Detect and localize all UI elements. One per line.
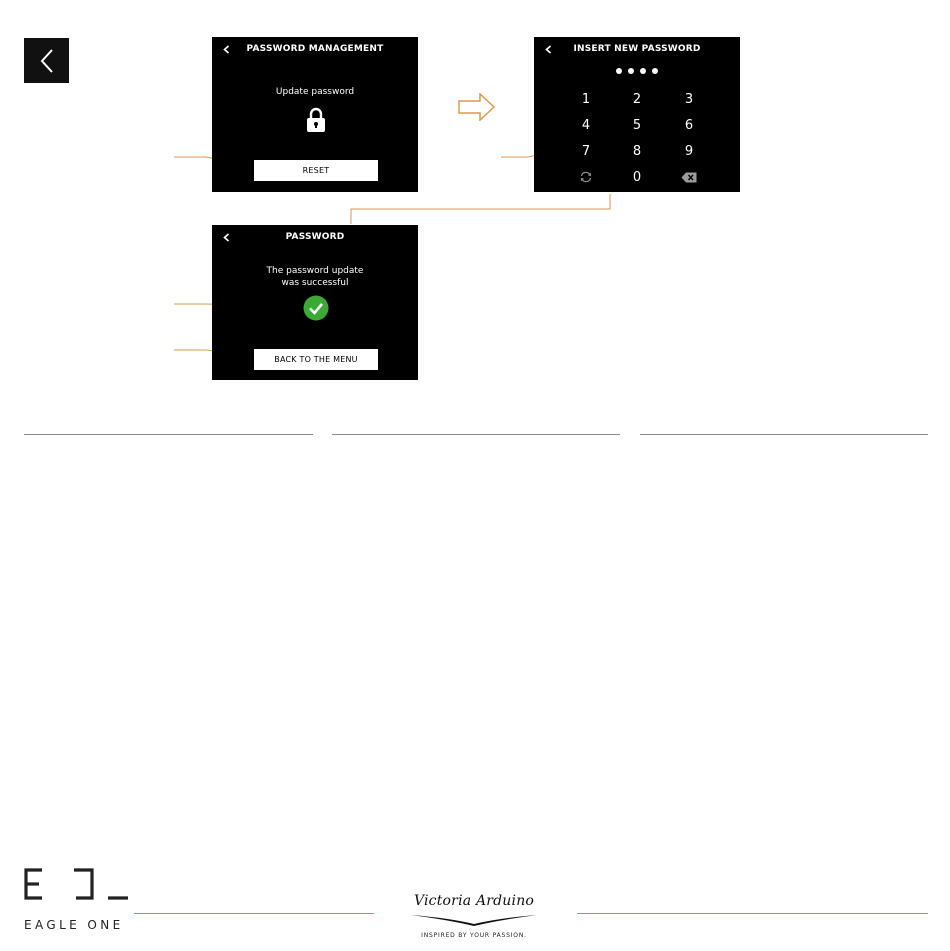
keypad-key-8[interactable]: 8 bbox=[632, 143, 642, 159]
back-to-menu-button[interactable]: BACK TO THE MENU bbox=[254, 349, 378, 370]
lock-icon bbox=[306, 107, 326, 133]
victoria-arduino-logo bbox=[409, 893, 539, 909]
footer-gold-line bbox=[577, 913, 928, 914]
keypad-key-3[interactable]: 3 bbox=[684, 91, 694, 107]
section-divider bbox=[332, 434, 620, 435]
screen-password-success bbox=[212, 225, 418, 380]
keypad-refresh-key[interactable] bbox=[571, 167, 601, 187]
keypad-backspace-key[interactable] bbox=[674, 167, 704, 187]
screen-title: INSERT NEW PASSWORD bbox=[573, 44, 701, 54]
screen-title: PASSWORD MANAGEMENT bbox=[246, 44, 384, 54]
screen-password-management bbox=[212, 37, 418, 192]
keypad-key-6[interactable]: 6 bbox=[684, 117, 694, 133]
success-message-line1: The password update bbox=[266, 266, 364, 276]
footer-gold-line bbox=[134, 913, 374, 914]
refresh-icon bbox=[579, 171, 593, 183]
victoria-arduino-tagline: INSPIRED BY YOUR PASSION. bbox=[421, 932, 527, 939]
keypad-key-5[interactable]: 5 bbox=[632, 117, 642, 133]
keypad-key-2[interactable]: 2 bbox=[632, 91, 642, 107]
eagle-one-wordmark: EAGLE ONE bbox=[24, 918, 124, 932]
reset-button[interactable]: RESET bbox=[254, 160, 378, 181]
keypad-key-7[interactable]: 7 bbox=[581, 143, 591, 159]
eagle-one-logo-icon bbox=[24, 868, 130, 908]
arrow-right-outline-icon bbox=[458, 93, 496, 121]
keypad-key-9[interactable]: 9 bbox=[684, 143, 694, 159]
keypad-key-4[interactable]: 4 bbox=[581, 117, 591, 133]
screen-title: PASSWORD bbox=[285, 232, 345, 242]
callout-lines bbox=[0, 0, 950, 440]
password-dot bbox=[640, 68, 646, 74]
update-password-label: Update password bbox=[275, 87, 355, 97]
password-dots bbox=[534, 68, 740, 74]
password-dot bbox=[628, 68, 634, 74]
victoria-arduino-script: Victoria Arduino bbox=[413, 893, 535, 909]
keypad-key-0[interactable]: 0 bbox=[632, 169, 642, 185]
check-circle-icon bbox=[303, 295, 329, 321]
victoria-arduino-swoosh-icon bbox=[409, 912, 539, 926]
keypad-key-1[interactable]: 1 bbox=[581, 91, 591, 107]
password-dot bbox=[652, 68, 658, 74]
backspace-icon bbox=[681, 172, 697, 183]
password-dot bbox=[616, 68, 622, 74]
screen-insert-new-password bbox=[534, 37, 740, 192]
success-message-line2: was successful bbox=[281, 278, 349, 288]
section-divider bbox=[640, 434, 928, 435]
section-divider bbox=[24, 434, 313, 435]
